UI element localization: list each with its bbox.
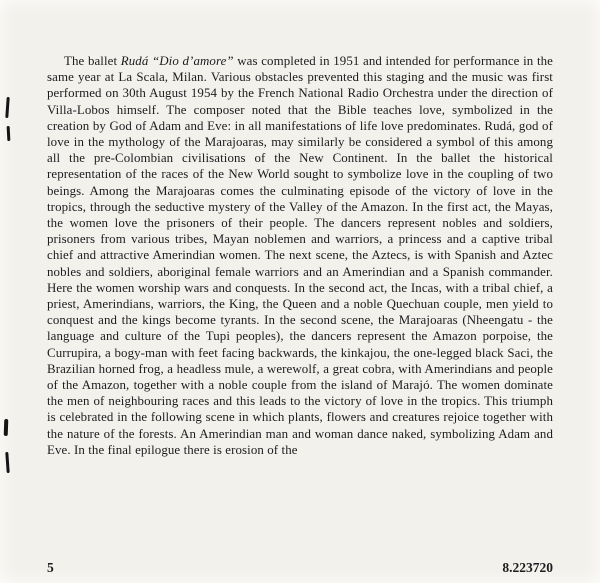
page-footer <box>47 560 553 576</box>
scan-artifact <box>4 419 9 436</box>
paragraph-text: was completed in 1951 and intended for performance in the same year at La Scala, Milan. Various obstacles prevented this staging and the music was first performed on 30th August 1954 by the French National Radio Orchestra under the direction of Villa-Lobos himself. The composer noted that the Bible teaches love, symbolized in the creation by God of Adam and Eve: in all manifestations of life love predominates. Rudá, god of love in the mythology of the Marajoaras, may similarly be considered a symbol of this among all the pre-Colombian civilisations of the New Continent. In the ballet the historical representation of the races of the New World sought to symbolize love in the coupling of two beings. Among the Marajoaras comes the culminating episode of the victory of love in the tropics, through the seductive mystery of the Valley of the Amazon. In the first act, the Mayas, the women love the prisoners of their people. The dancers represent nobles and soldiers, prisoners from various tribes, Mayan noblemen and warriors, a princess and a captive tribal chief and attractive Amerindian women. The next scene, the Aztecs, is with Spanish and Aztec nobles and soldiers, aboriginal female warriors and an Amerindian and a Spanish commander. Here the women worship wars and conquests. In the second act, the Incas, with a tribal chief, a priest, Amerindians, warriors, the King, the Queen and a noble Quechuan couple, men yield to conquest and the kings become tyrants. In the second scene, the Marajoaras (Nheengatu - the language and culture of the Tupi peoples), the dancers represent the Amazon porpoise, the Currupira, a bogy-man with feet facing backwards, the kinkajou, the one-legged black Saci, the Brazilian horned frog, a headless mule, a werewolf, a great cobra, with Amerindians and people of the Amazon, together with a noble couple from the island of Marajó. The women dominate the men of neighbouring races and this leads to the victory of love in the tropics. This triumph is celebrated in the following scene in which plants, flowers and creatures rejoice together with the nature of the forests. An Amerindian man and woman dance naked, symbolizing Adam and Eve. In the final epilogue there is erosion of the <box>47 54 553 457</box>
scan-artifact <box>7 126 11 141</box>
page-number: 5 <box>47 560 54 575</box>
work-title: Rudá “Dio d’amore” <box>120 54 234 68</box>
scan-artifact <box>5 452 9 473</box>
body-paragraph <box>47 53 553 458</box>
catalog-number: 8.223720 <box>502 560 553 575</box>
scan-artifact <box>5 97 9 118</box>
paragraph-text: The ballet <box>64 54 121 68</box>
